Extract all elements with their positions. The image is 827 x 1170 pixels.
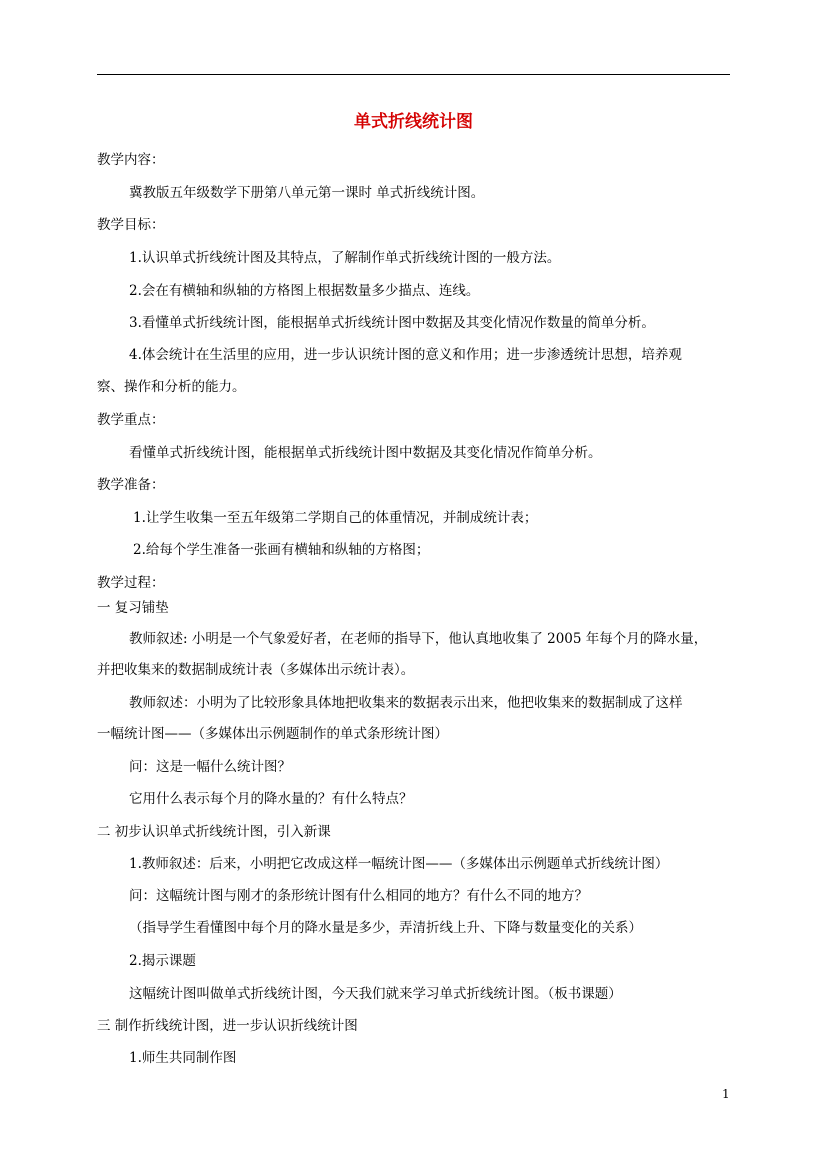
section-heading: 教学过程： bbox=[97, 575, 165, 591]
paragraph: 看懂单式折线统计图，能根据单式折线统计图中数据及其变化情况作简单分析。 bbox=[129, 445, 602, 461]
paragraph: 3.看懂单式折线统计图，能根据单式折线统计图中数据及其变化情况作数量的简单分析。 bbox=[129, 315, 655, 331]
paragraph: 1.师生共同制作图 bbox=[129, 1050, 237, 1066]
section-heading: 二 初步认识单式折线统计图，引入新课 bbox=[97, 824, 331, 840]
section-heading: 教学内容： bbox=[97, 152, 165, 168]
paragraph: （指导学生看懂图中每个月的降水量是多少，弄清折线上升、下降与数量变化的关系） bbox=[129, 920, 642, 936]
paragraph: 冀教版五年级数学下册第八单元第一课时 单式折线统计图。 bbox=[129, 185, 485, 201]
section-heading: 教学重点： bbox=[97, 412, 165, 428]
paragraph: 察、操作和分析的能力。 bbox=[97, 379, 246, 395]
section-heading: 三 制作折线统计图，进一步认识折线统计图 bbox=[97, 1018, 358, 1034]
paragraph: 4.体会统计在生活里的应用，进一步认识统计图的意义和作用；进一步渗透统计思想，培养观 bbox=[129, 347, 682, 363]
paragraph: 问：这是一幅什么统计图？ bbox=[129, 759, 291, 775]
paragraph: 2.会在有横轴和纵轴的方格图上根据数量多少描点、连线。 bbox=[129, 283, 480, 299]
paragraph: 1.让学生收集一至五年级第二学期自己的体重情况，并制成统计表； bbox=[133, 510, 538, 526]
paragraph: 并把收集来的数据制成统计表（多媒体出示统计表）。 bbox=[97, 662, 415, 678]
paragraph: 它用什么表示每个月的降水量的？有什么特点？ bbox=[129, 791, 413, 807]
paragraph: 教师叙述: 小明是一个气象爱好者，在老师的指导下，他认真地收集了 2005 年每个月的降水量， bbox=[129, 631, 708, 647]
paragraph: 教师叙述：小明为了比较形象具体地把收集来的数据表示出来，他把收集来的数据制成了这样 bbox=[129, 695, 683, 711]
header-rule bbox=[97, 74, 730, 75]
section-heading: 一 复习铺垫 bbox=[97, 600, 169, 616]
paragraph: 1.教师叙述：后来，小明把它改成这样一幅统计图——（多媒体出示例题单式折线统计图） bbox=[129, 856, 669, 872]
paragraph: 一幅统计图——（多媒体出示例题制作的单式条形统计图） bbox=[97, 726, 448, 742]
paragraph: 2.给每个学生准备一张画有横轴和纵轴的方格图； bbox=[133, 542, 430, 558]
document-title: 单式折线统计图 bbox=[354, 112, 473, 132]
paragraph: 2.揭示课题 bbox=[129, 953, 196, 969]
paragraph: 这幅统计图叫做单式折线统计图，今天我们就来学习单式折线统计图。（板书课题） bbox=[129, 986, 622, 1002]
paragraph: 问：这幅统计图与刚才的条形统计图有什么相同的地方？有什么不同的地方？ bbox=[129, 888, 588, 904]
section-heading: 教学目标： bbox=[97, 217, 165, 233]
page-number: 1 bbox=[722, 1087, 730, 1101]
paragraph: 1.认识单式折线统计图及其特点，了解制作单式折线统计图的一般方法。 bbox=[129, 250, 561, 266]
section-heading: 教学准备： bbox=[97, 477, 165, 493]
